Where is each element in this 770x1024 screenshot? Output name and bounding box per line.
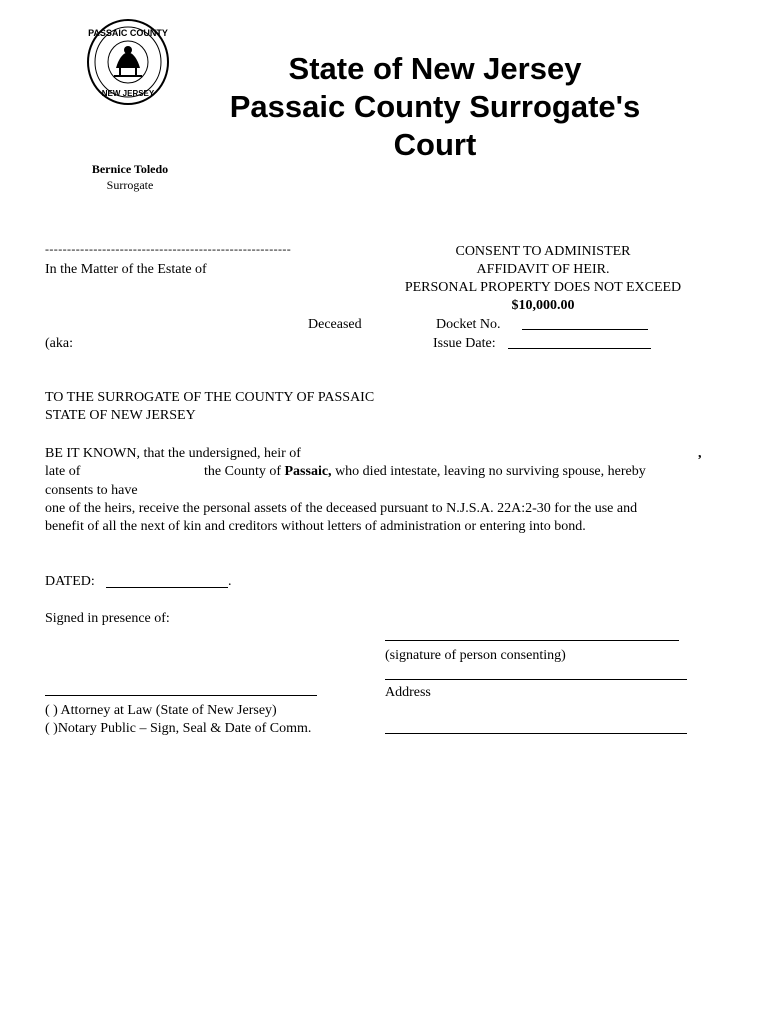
body-county-post: who died intestate, leaving no surviving spouse, hereby [335,464,646,479]
amount-limit: $10,000.00 [511,298,575,313]
estate-matter-label: In the Matter of the Estate of [45,262,207,277]
docket-label: Docket No. [436,317,501,332]
aka-label: (aka: [45,336,73,351]
address-label: Address [385,685,431,700]
body-county-name: Passaic, [284,464,332,479]
surrogate-name: Bernice Toledo [91,162,169,176]
dated-field[interactable] [106,587,228,588]
issue-date-field[interactable] [508,348,651,349]
body-comma: , [698,446,702,461]
page-title [200,50,670,164]
body-line-5: benefit of all the next of kin and creditors without letters of administration or entering into bond. [45,519,586,534]
notary-option[interactable]: ( )Notary Public – Sign, Seal & Date of Comm. [45,721,312,736]
body-line-4: one of the heirs, receive the personal assets of the deceased pursuant to N.J.S.A. 22A:2-30 for the use and [45,501,638,516]
docket-field[interactable] [522,329,648,330]
addressee-line-1: TO THE SURROGATE OF THE COUNTY OF PASSAIC [45,390,375,405]
witness-signature-field[interactable] [45,695,317,696]
dated-suffix: . [228,574,232,589]
address-field-2[interactable] [385,733,687,734]
consenting-signature-field[interactable] [385,640,679,641]
attorney-option[interactable]: ( ) Attorney at Law (State of New Jersey) [45,703,277,718]
body-county-pre: the County of [204,464,281,479]
issue-date-label: Issue Date: [433,336,496,351]
title-line-1: State of New Jersey [288,51,582,86]
body-consents: consents to have [45,483,138,498]
doc-title-line-1: CONSENT TO ADMINISTER [455,244,631,259]
seal-text-top: PASSAIC COUNTY [88,28,168,38]
county-seal-icon [86,18,170,106]
dated-label: DATED: [45,574,95,589]
doc-title-line-2: AFFIDAVIT OF HEIR. [476,262,610,277]
addressee-line-2: STATE OF NEW JERSEY [45,408,196,423]
caption-dash-line: -------------------------------------------------------- [45,242,292,256]
seal-text-bottom: NEW JERSEY [101,89,155,98]
surrogate-title: Surrogate [106,178,154,192]
consenting-signature-label: (signature of person consenting) [385,648,566,663]
title-line-3: Court [393,127,477,162]
body-late-of: late of [45,464,81,479]
body-known: BE IT KNOWN, that the undersigned, heir of [45,446,301,461]
deceased-label: Deceased [308,317,362,332]
title-line-2: Passaic County Surrogate's [229,89,641,124]
signed-presence-label: Signed in presence of: [45,611,170,626]
body-county-line [204,463,646,480]
address-field[interactable] [385,679,687,680]
doc-title-line-3: PERSONAL PROPERTY DOES NOT EXCEED [404,280,682,295]
